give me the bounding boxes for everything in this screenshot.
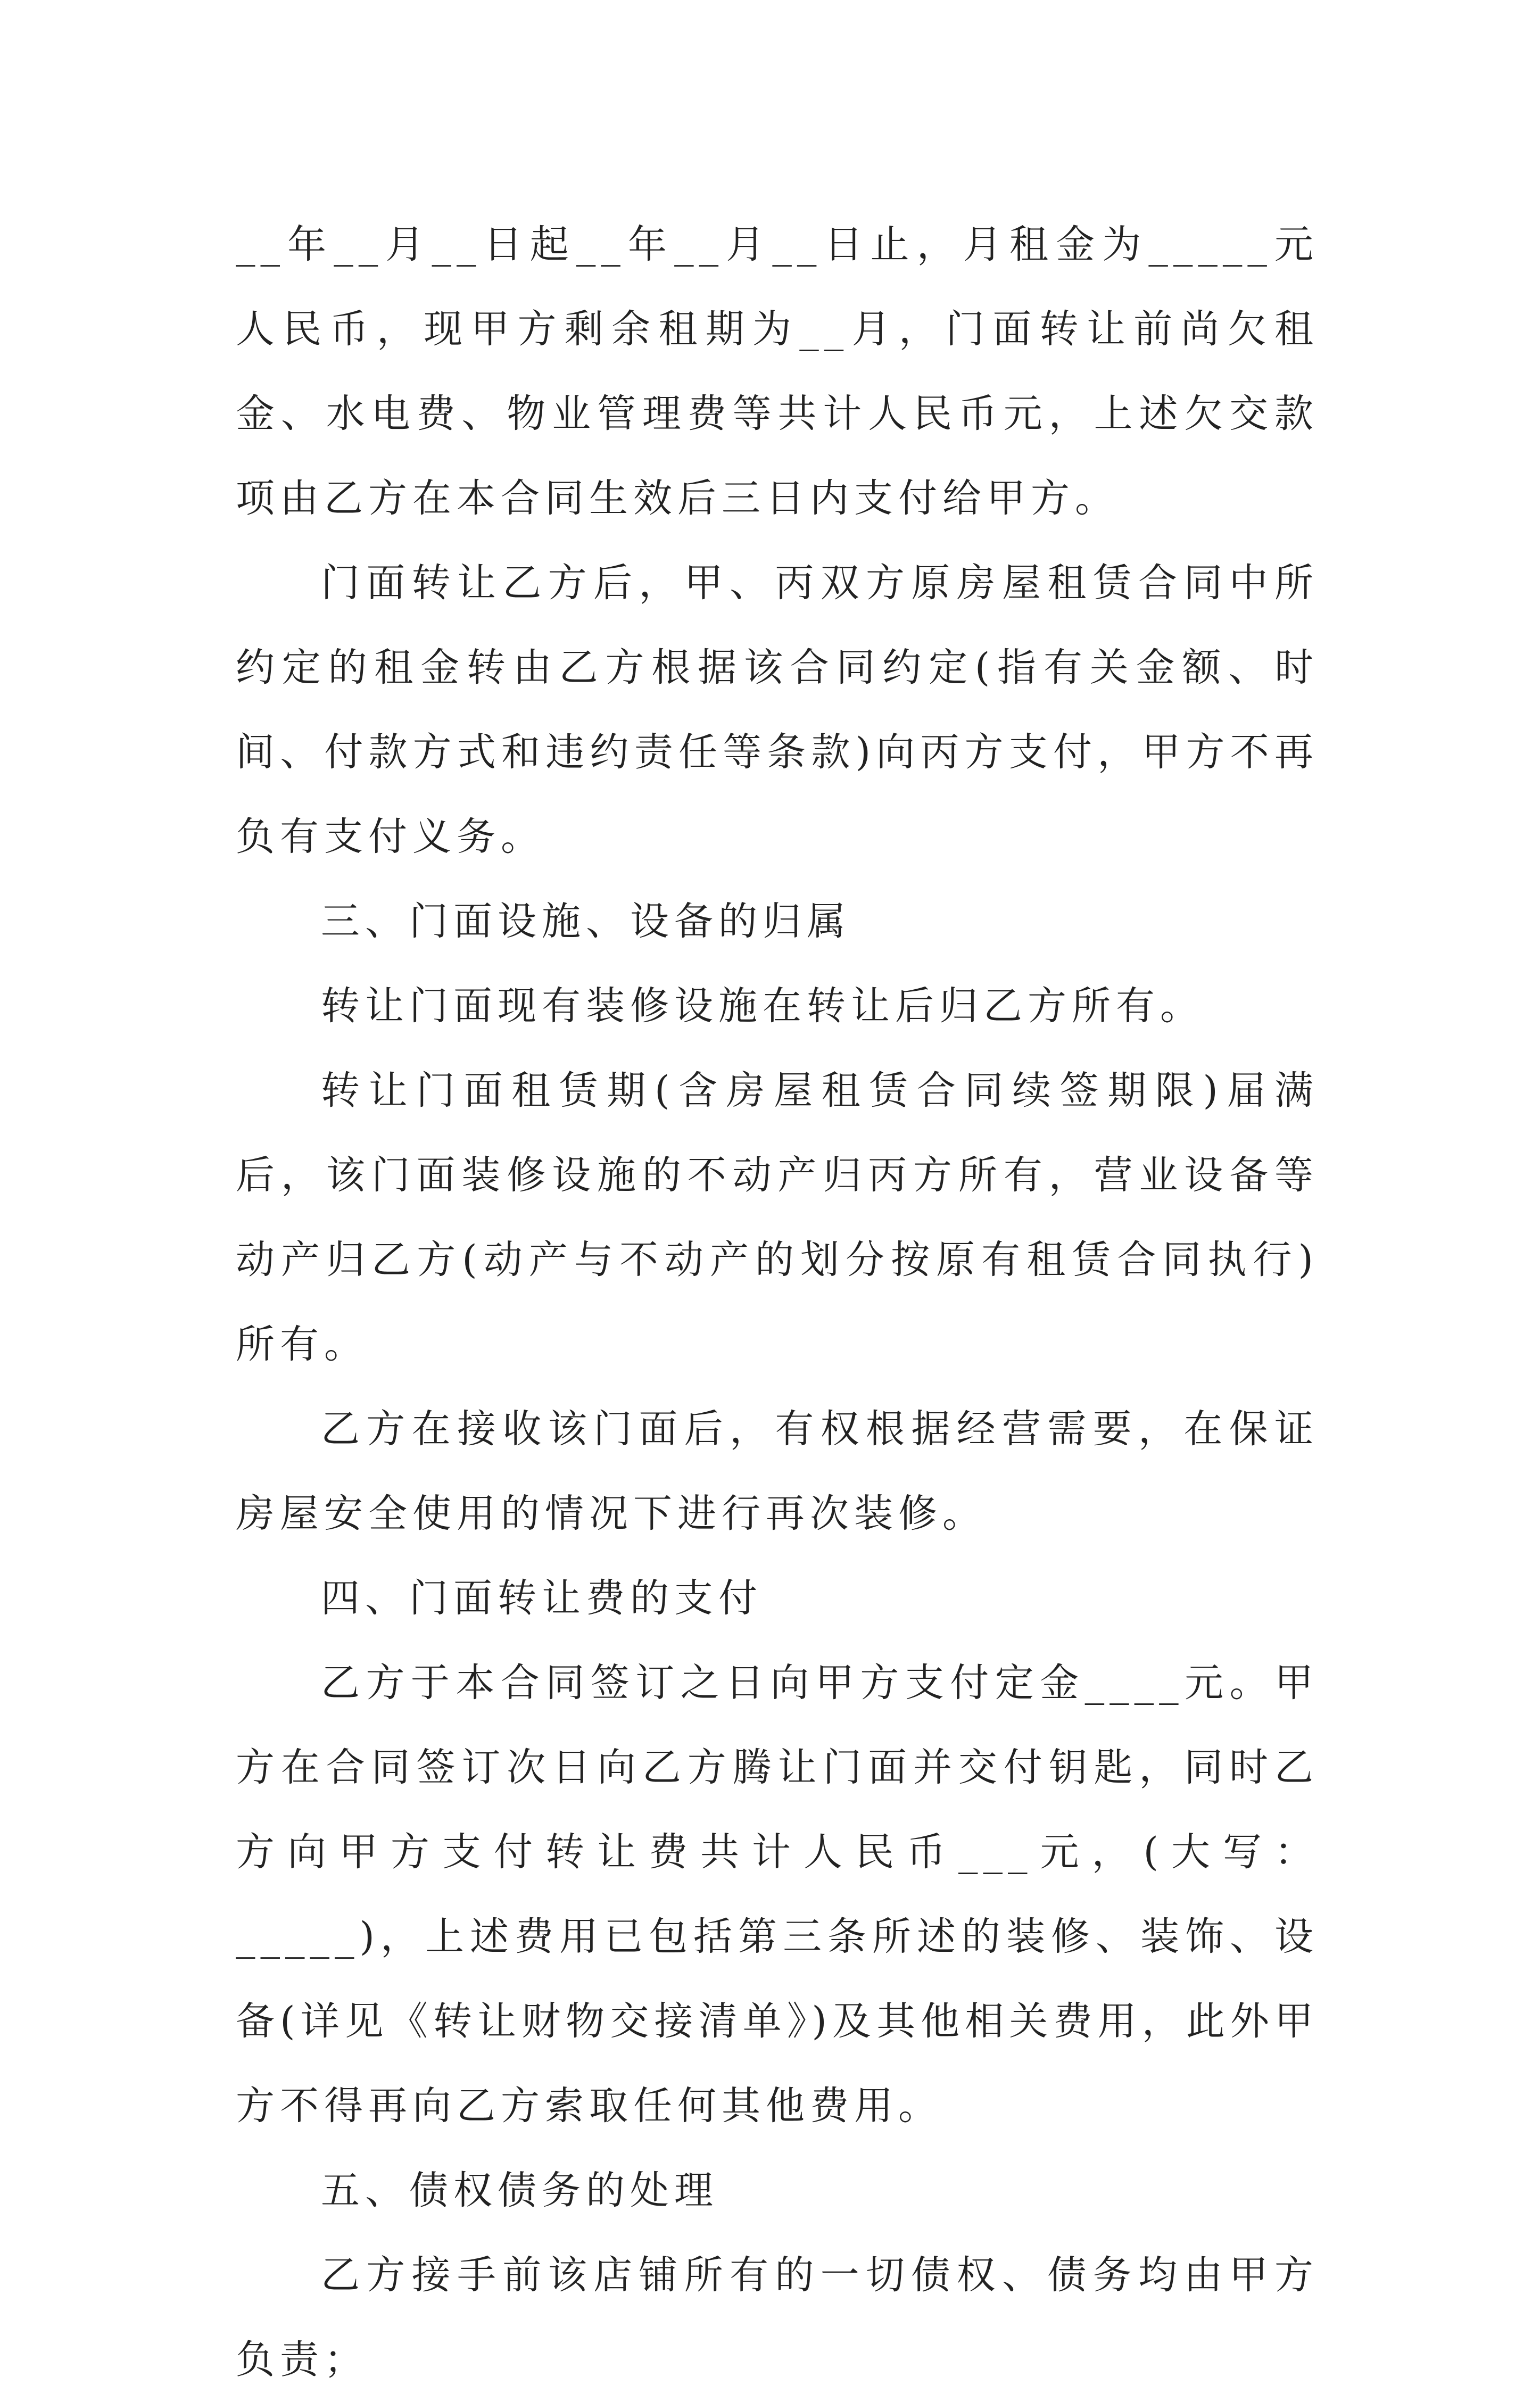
- paragraph-decoration-ownership: 转让门面现有装修设施在转让后归乙方所有。: [321, 983, 1204, 1029]
- section-heading-debts: 五、债权债务的处理: [321, 2168, 718, 2213]
- paragraph-rent-transfer: 门面转让乙方后，甲、丙双方原房屋租赁合同中所约定的租金转由乙方根据该合同约定(指有关金额、时间、付款方式和违约责任等条款)向丙方支付，甲方不再负有支付义务。: [236, 560, 1319, 859]
- paragraph-lease-term: __年__月__日起__年__月__日止，月租金为_____元人民币，现甲方剩余租期为__月，门面转让前尚欠租金、水电费、物业管理费等共计人民币元，上述欠交款项由乙方在本合同生效后三日内支付给甲方。: [236, 222, 1319, 521]
- paragraph-debt-responsibility: 乙方接手前该店铺所有的一切债权、债务均由甲方负责；: [236, 2252, 1319, 2382]
- paragraph-lease-expiry: 转让门面租赁期(含房屋租赁合同续签期限)届满后，该门面装修设施的不动产归丙方所有，营业设备等动产归乙方(动产与不动产的划分按原有租赁合同执行)所有。: [236, 1068, 1319, 1367]
- section-heading-facilities: 三、门面设施、设备的归属: [321, 899, 851, 944]
- document-body: [236, 202, 1319, 2402]
- paragraph-renovation-right: 乙方在接收该门面后，有权根据经营需要，在保证房屋安全使用的情况下进行再次装修。: [236, 1406, 1319, 1536]
- section-heading-payment: 四、门面转让费的支付: [321, 1576, 763, 1621]
- paragraph-transfer-fee: 乙方于本合同签订之日向甲方支付定金____元。甲方在合同签订次日向乙方腾让门面并交付钥匙，同时乙方向甲方支付转让费共计人民币___元，(大写：_____)，上述费用已包括第三条所述的装修、装饰、设备(详见《转让财物交接清单》)及其他相关费用，此外甲方不得再向乙方索取任何其他费用。: [236, 1660, 1319, 2128]
